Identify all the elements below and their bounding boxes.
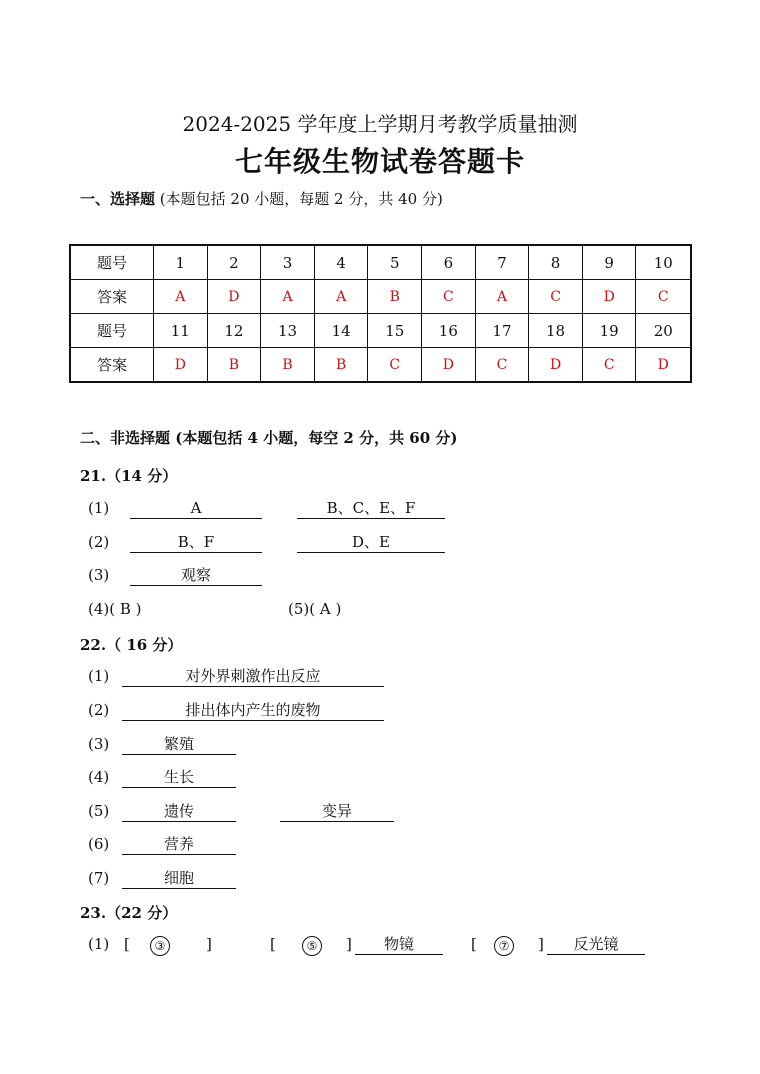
q22-item6-num: (6) — [88, 835, 110, 853]
answer-cell: A — [261, 280, 315, 314]
answer-cell: B — [261, 348, 315, 383]
answer-cell: B — [314, 348, 368, 383]
q21-item2-num: (2) — [88, 533, 110, 551]
question-number-cell: 17 — [475, 314, 529, 348]
q22-item1-num: (1) — [88, 667, 110, 685]
section1-heading — [80, 188, 443, 209]
question-number-cell: 20 — [636, 314, 691, 348]
q22-item1-blank: 对外界刺激作出反应 — [122, 667, 384, 687]
q21-item1 — [88, 499, 109, 517]
q23-circled-3: ⑦ — [494, 936, 514, 956]
q23-bracket-open-1: [ — [124, 935, 130, 953]
q23-circled-2: ⑤ — [302, 936, 322, 956]
q21-item2-blank-b: D、E — [297, 533, 445, 553]
q21-item2-blank-a: B、F — [130, 533, 262, 553]
question-number-cell: 1 — [154, 245, 208, 280]
answer-cell: C — [582, 348, 636, 383]
answer-cell: C — [636, 280, 691, 314]
answer-cell: D — [582, 280, 636, 314]
answer-cell: A — [314, 280, 368, 314]
answer-cell: D — [529, 348, 583, 383]
question-number-cell: 13 — [261, 314, 315, 348]
q22-item4-blank: 生长 — [122, 768, 236, 788]
answer-cell: D — [154, 348, 208, 383]
q22-item7-blank: 细胞 — [122, 869, 236, 889]
question-number-cell: 5 — [368, 245, 422, 280]
q22-item3-blank: 繁殖 — [122, 735, 236, 755]
section2-heading: 二、非选择题 (本题包括 4 小题，每空 2 分，共 60 分) — [80, 429, 458, 447]
answer-cell: C — [368, 348, 422, 383]
question-number-cell: 16 — [422, 314, 476, 348]
question-number-cell: 9 — [582, 245, 636, 280]
question-number-cell: 4 — [314, 245, 368, 280]
q23-bracket-open-3: [ — [471, 935, 477, 953]
q23-bracket-close-3: ] — [538, 935, 544, 953]
answer-cell: C — [529, 280, 583, 314]
answer-table — [69, 244, 692, 383]
exam-subtitle: 2024-2025 学年度上学期月考教学质量抽测 — [182, 112, 578, 136]
q22-item2-blank: 排出体内产生的废物 — [122, 701, 384, 721]
table-row-answers — [70, 348, 691, 383]
question-number-cell: 14 — [314, 314, 368, 348]
question-number-cell: 3 — [261, 245, 315, 280]
q22-item5-blank-a: 遗传 — [122, 802, 236, 822]
question-number-cell: 19 — [582, 314, 636, 348]
q23-bracket-open-2: [ — [270, 935, 276, 953]
q23-bracket-close-1: ] — [206, 935, 212, 953]
question-number-cell: 18 — [529, 314, 583, 348]
answer-cell: C — [475, 348, 529, 383]
section1-label: 一、选择题 — [80, 190, 156, 208]
question-number-cell: 6 — [422, 245, 476, 280]
q23-item1-num: (1) — [88, 935, 110, 953]
question-number-cell: 12 — [207, 314, 261, 348]
section1-note: (本题包括 20 小题，每题 2 分，共 40 分) — [159, 190, 443, 208]
question-number-cell: 8 — [529, 245, 583, 280]
q22-item5-blank-b: 变异 — [280, 802, 394, 822]
answer-cell: A — [475, 280, 529, 314]
row-label-answer: 答案 — [70, 348, 154, 383]
answer-cell: B — [207, 348, 261, 383]
q22-heading: 22.（ 16 分） — [80, 636, 183, 654]
q21-item1-num: (1) — [88, 499, 110, 517]
q21-item4: (4)( B ) — [88, 600, 142, 618]
q23-blank-2: 物镜 — [355, 935, 443, 955]
answer-cell: D — [207, 280, 261, 314]
q21-item1-blank-b: B、C、E、F — [297, 499, 445, 519]
answer-cell: B — [368, 280, 422, 314]
table-row-numbers — [70, 245, 691, 280]
answer-cell: D — [422, 348, 476, 383]
q23-bracket-close-2: ] — [346, 935, 352, 953]
q22-item4-num: (4) — [88, 768, 110, 786]
answer-cell: C — [422, 280, 476, 314]
q22-item5-num: (5) — [88, 802, 110, 820]
table-row-numbers — [70, 314, 691, 348]
question-number-cell: 15 — [368, 314, 422, 348]
q21-heading: 21.（14 分） — [80, 467, 178, 485]
row-label-number: 题号 — [70, 245, 154, 280]
q22-item3-num: (3) — [88, 735, 110, 753]
q21-item5: (5)( A ) — [288, 600, 342, 618]
q23-blank-3: 反光镜 — [547, 935, 645, 955]
question-number-cell: 11 — [154, 314, 208, 348]
q23-heading: 23.（22 分） — [80, 904, 178, 922]
answer-cell: A — [154, 280, 208, 314]
row-label-number: 题号 — [70, 314, 154, 348]
q22-item7-num: (7) — [88, 869, 110, 887]
table-row-answers — [70, 280, 691, 314]
question-number-cell: 2 — [207, 245, 261, 280]
q23-circled-1: ③ — [150, 936, 170, 956]
row-label-answer: 答案 — [70, 280, 154, 314]
q21-item3-blank-a: 观察 — [130, 566, 262, 586]
q22-item2-num: (2) — [88, 701, 110, 719]
page-title: 七年级生物试卷答题卡 — [234, 145, 525, 178]
question-number-cell: 7 — [475, 245, 529, 280]
q21-item3-num: (3) — [88, 566, 110, 584]
answer-cell: D — [636, 348, 691, 383]
question-number-cell: 10 — [636, 245, 691, 280]
q21-item1-blank-a: A — [130, 499, 262, 519]
q22-item6-blank: 营养 — [122, 835, 236, 855]
